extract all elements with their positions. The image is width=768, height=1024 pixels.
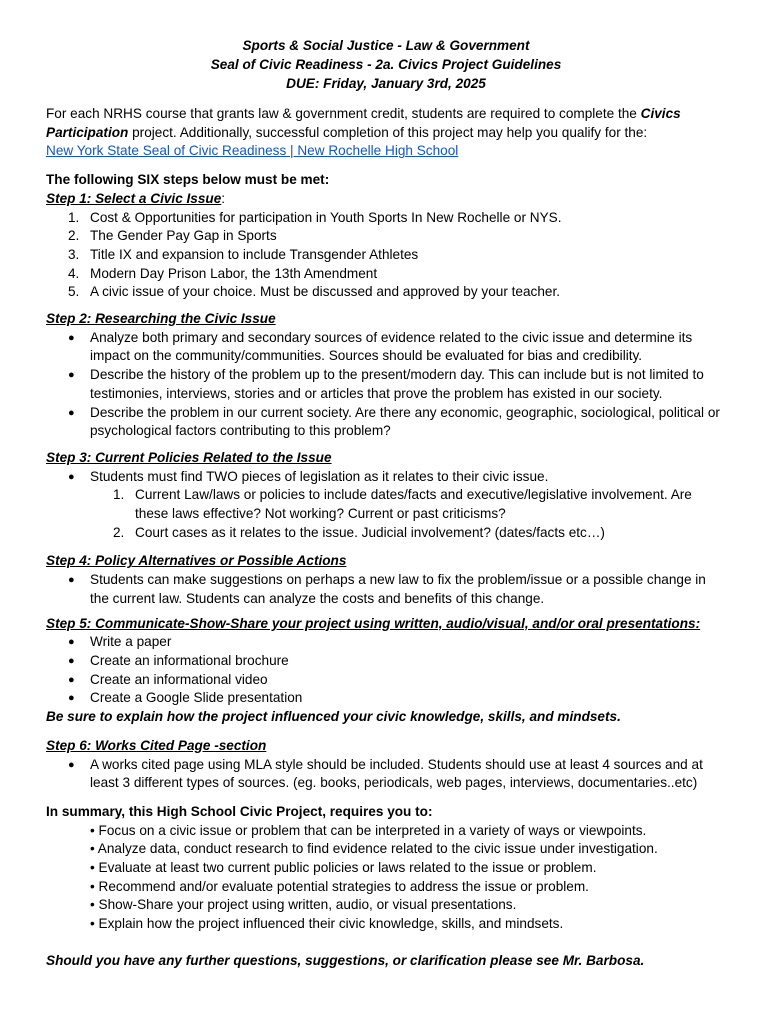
step1-title: Step 1: Select a Civic Issue: [46, 190, 222, 206]
step5-list: [46, 633, 726, 708]
list-item: ● Analyze both primary and secondary sources of evidence related to the civic issue and determine its impact on the community/communities. Sources should be evaluated for bias and credibility.: [68, 329, 693, 364]
step1-issue-list: [46, 209, 726, 303]
step5-heading: [46, 615, 726, 634]
list-item: 2. The Gender Pay Gap in Sports: [68, 228, 277, 244]
closing-note: Should you have any further questions, suggestions, or clarification please see Mr. Barbosa.: [46, 952, 645, 968]
step1-heading: Step 1: Select a Civic Issue:: [46, 190, 226, 206]
list-item: • Explain how the project influenced their civic knowledge, skills, and mindsets.: [90, 916, 564, 932]
list-item: ● Students can make suggestions on perhaps a new law to fix the problem/issue or a possible change in the current law. Students can analyze the costs and benefits of this change.: [68, 572, 706, 606]
list-item: • Evaluate at least two current public policies or laws related to the issue or problem.: [90, 860, 597, 876]
step3-title: Step 3: Current Policies Related to the Issue: [46, 449, 332, 465]
list-item: 2. Court cases as it relates to the issue. Judicial involvement? (dates/facts etc…): [113, 524, 605, 540]
step3-list: [46, 468, 726, 487]
intro-text-a: For each NRHS course that grants law & government credit, students are required to complete the: [46, 106, 641, 121]
step5-title: Step 5: Communicate-Show-Share your project using written, audio/visual, and/or oral presentations:: [46, 615, 701, 631]
list-item: • Recommend and/or evaluate potential strategies to address the issue or problem.: [90, 878, 589, 894]
list-item: • Analyze data, conduct research to find evidence related to the civic issue under investigation.: [90, 841, 658, 857]
list-item: ● Create a Google Slide presentation: [68, 690, 303, 706]
header-guidelines-title: Seal of Civic Readiness - 2a. Civics Project Guidelines: [210, 57, 562, 72]
six-steps-heading: The following SIX steps below must be met:: [46, 172, 330, 188]
step5-note: Be sure to explain how the project influenced your civic knowledge, skills, and mindsets.: [46, 709, 621, 725]
step4-list: [46, 571, 726, 608]
document-page: [46, 36, 726, 971]
header-course-title: Sports & Social Justice - Law & Government: [242, 38, 530, 53]
list-item: 1. Cost & Opportunities for participation in Youth Sports In New Rochelle or NYS.: [68, 209, 562, 225]
step2-heading: [46, 310, 726, 329]
document-header: [46, 36, 726, 93]
step6-heading: [46, 737, 726, 756]
step2-title: Step 2: Researching the Civic Issue: [46, 311, 276, 327]
list-item: 3. Title IX and expansion to include Transgender Athletes: [68, 246, 419, 262]
list-item: ● Describe the history of the problem up to the present/modern day. This can include but is not limited to testimonies, interviews, stories and or articles that prove the problem has existed in our society.: [68, 367, 704, 401]
summary-heading: In summary, this High School Civic Project, requires you to:: [46, 803, 433, 819]
intro-emphasis: Civics Participation: [46, 106, 681, 140]
list-item: 5. A civic issue of your choice. Must be discussed and approved by your teacher.: [68, 284, 560, 300]
list-item: ● Describe the problem in our current society. Are there any economic, geographic, sociological, political or psychological factors contributing to this problem?: [68, 404, 720, 439]
intro-paragraph: [46, 105, 726, 161]
step2-list: [46, 329, 726, 441]
step3-sublist: [46, 486, 726, 542]
seal-of-civic-readiness-link[interactable]: New York State Seal of Civic Readiness | New Rochelle High School: [46, 143, 459, 159]
list-item: ● Create an informational video: [68, 671, 268, 687]
list-item: ● Create an informational brochure: [68, 652, 289, 668]
list-item: ● A works cited page using MLA style should be included. Students should use at least 4 sources and at least 3 different types of sources. (eg. books, periodicals, web pages, interviews, documentaries..etc): [68, 756, 703, 791]
list-item: • Show-Share your project using written, audio, or visual presentations.: [90, 897, 517, 913]
list-item: 1. Current Law/laws or policies to include dates/facts and executive/legislative involvement. Are these laws effective? Not working? Current or past criticisms?: [113, 487, 692, 522]
step3-heading: [46, 449, 726, 468]
list-item: ● Write a paper: [68, 634, 172, 650]
step6-title: Step 6: Works Cited Page -section: [46, 737, 267, 753]
list-item: ● Students must find TWO pieces of legislation as it relates to their civic issue.: [68, 468, 549, 484]
step4-title: Step 4: Policy Alternatives or Possible Actions: [46, 553, 347, 569]
step6-list: [46, 756, 726, 793]
list-item: • Focus on a civic issue or problem that can be interpreted in a variety of ways or viewpoints.: [90, 822, 647, 838]
step4-heading: [46, 552, 726, 571]
header-due-date: DUE: Friday, January 3rd, 2025: [286, 76, 486, 91]
intro-text-b: project. Additionally, successful completion of this project may help you qualify for the:: [128, 124, 648, 140]
summary-list: [46, 822, 726, 934]
list-item: 4. Modern Day Prison Labor, the 13th Amendment: [68, 265, 378, 281]
